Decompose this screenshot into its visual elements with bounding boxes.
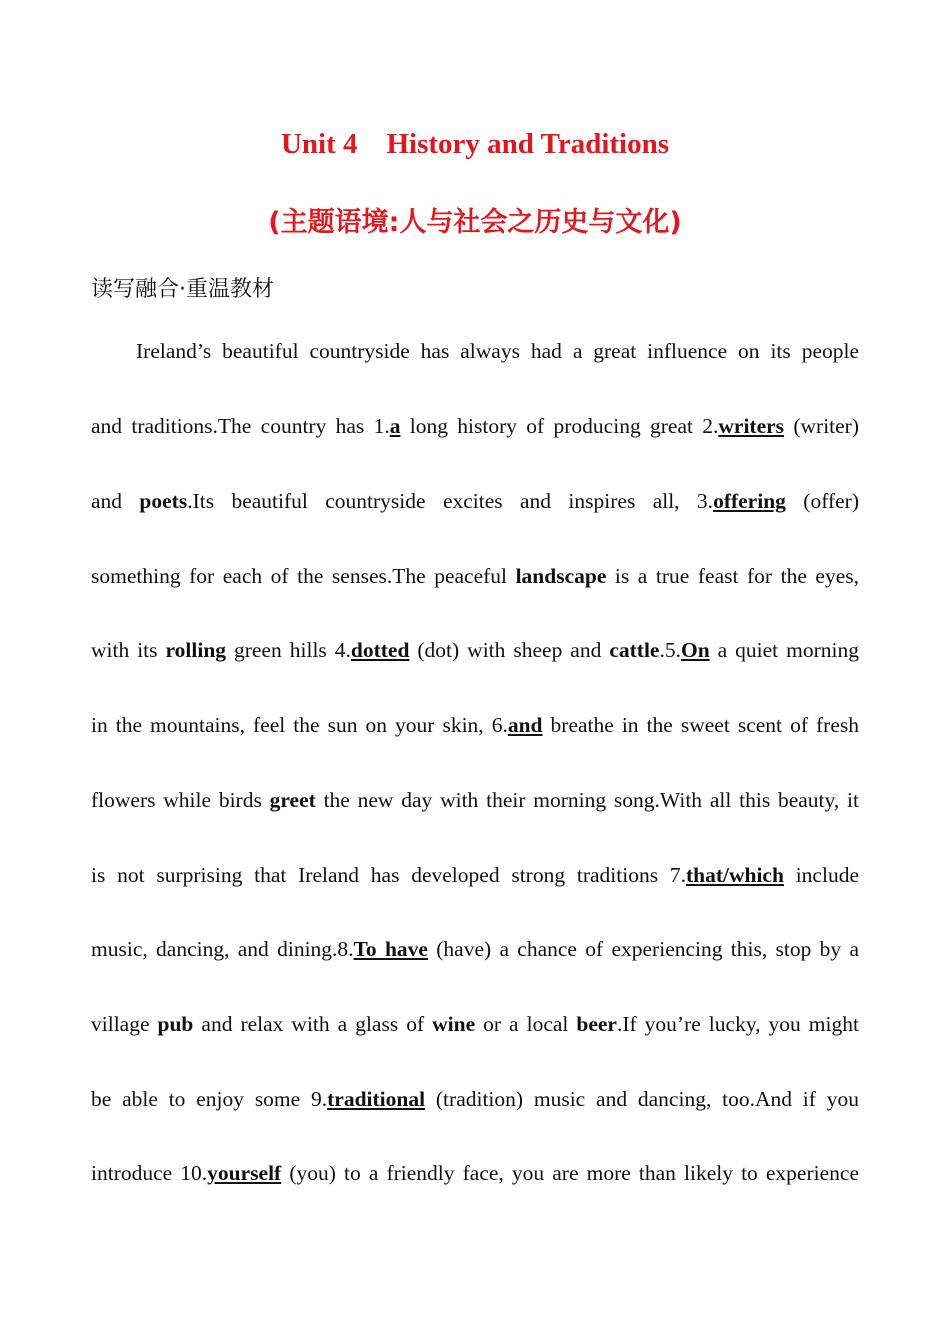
answer-10: yourself (207, 1161, 282, 1185)
passage-line: introduce 10.yourself (you) to a friendly face, you are more than likely to experience (91, 1161, 859, 1185)
unit-title: Unit 4 History and Traditions (280, 128, 670, 160)
passage-line: with its rolling green hills 4.dotted (dot) with sheep and cattle.5.On a quiet morning (91, 638, 859, 662)
passage-line: is not surprising that Ireland has developed strong traditions 7.that/which include (91, 863, 859, 887)
answer-3: offering (713, 489, 786, 513)
passage-line: be able to enjoy some 9.traditional (tradition) music and dancing, too.And if you (91, 1087, 859, 1111)
keyword: greet (269, 788, 316, 812)
answer-7: that/which (685, 863, 784, 887)
answer-4: dotted (350, 638, 410, 662)
answer-9: traditional (327, 1087, 426, 1111)
answer-5: On (680, 638, 710, 662)
answer-8: To have (353, 937, 428, 961)
keyword: beer (576, 1012, 617, 1036)
keyword: rolling (165, 638, 227, 662)
theme-subtitle: (主题语境:人与社会之历史与文化) (268, 207, 682, 238)
passage-line: village pub and relax with a glass of wine or a local beer.If you’re lucky, you might (91, 1012, 859, 1036)
passage-line: Ireland’s beautiful countryside has always had a great influence on its people (136, 339, 859, 363)
answer-1: a (389, 414, 401, 438)
keyword: landscape (515, 564, 607, 588)
passage-line: something for each of the senses.The peaceful landscape is a true feast for the eyes, (91, 564, 859, 588)
passage-line: music, dancing, and dining.8.To have (have) a chance of experiencing this, stop by a (91, 937, 859, 961)
answer-2: writers (718, 414, 785, 438)
passage-line: and traditions.The country has 1.a long history of producing great 2.writers (writer) (91, 414, 859, 438)
passage-line: flowers while birds greet the new day with their morning song.With all this beauty, it (91, 788, 860, 812)
keyword: wine (432, 1012, 476, 1036)
passage-line: in the mountains, feel the sun on your skin, 6.and breathe in the sweet scent of fresh (91, 713, 859, 737)
answer-6: and (507, 713, 543, 737)
keyword: pub (157, 1012, 194, 1036)
passage-line: and poets.Its beautiful countryside excites and inspires all, 3.offering (offer) (91, 489, 859, 513)
section-heading: 读写融合·重温教材 (91, 277, 274, 302)
keyword: cattle (609, 638, 660, 662)
keyword: poets (139, 489, 188, 513)
